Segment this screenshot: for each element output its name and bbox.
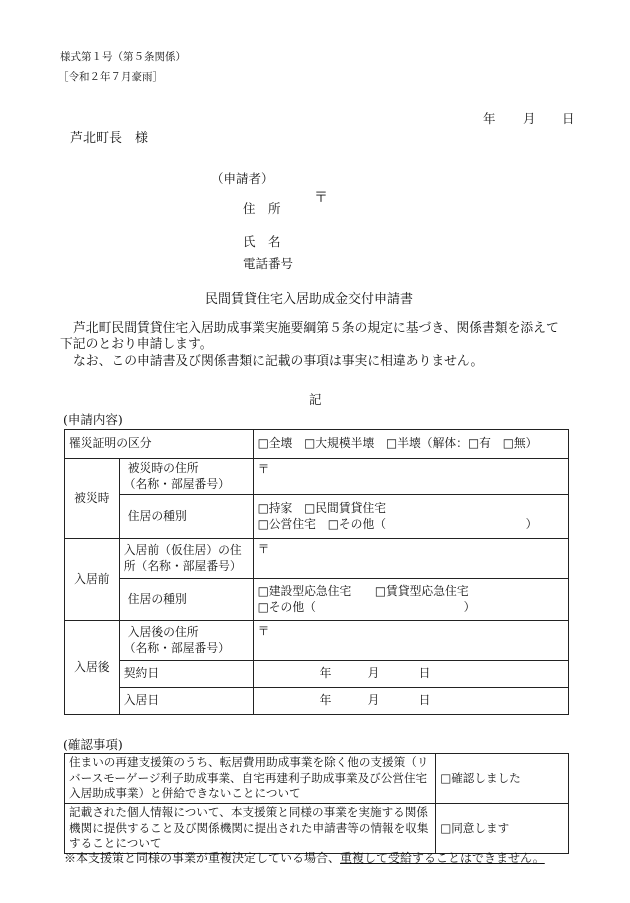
after-postal-mark: 〒 — [257, 624, 270, 638]
after-group-label: 入居後 — [65, 621, 120, 715]
contract-month-label: 月 — [367, 666, 380, 680]
disaster-address-label-line-1: 被災時の住所 — [127, 460, 199, 475]
confirm-item-2-checkbox[interactable]: □同意します — [436, 803, 569, 853]
date-day-label: 日 — [562, 111, 575, 126]
before-type-other-open[interactable]: □その他（ — [257, 599, 316, 614]
applicant-address-label: 住 所 — [243, 201, 281, 216]
revision-note: ［令和２年７月豪雨］ — [58, 71, 163, 83]
disaster-type-line-1[interactable]: □持家 □民間賃貸住宅 — [257, 500, 387, 515]
table-row — [65, 803, 569, 853]
disaster-type-other-close: ） — [525, 516, 538, 531]
after-address-input[interactable] — [253, 621, 568, 661]
footnote — [64, 851, 545, 865]
disaster-address-label-line-2: （名称・部屋番号） — [123, 476, 230, 491]
date-month-label: 月 — [523, 111, 536, 126]
body-paragraph-1-line-2: 下記のとおり申請します。 — [60, 337, 213, 352]
table-row — [65, 430, 569, 459]
ki-marker: 記 — [309, 392, 322, 407]
after-address-label-line-1: 入居後の住所 — [127, 624, 199, 639]
form-number: 様式第１号（第５条関係） — [60, 51, 186, 63]
before-address-label-line-1: 入居前（仮住居）の住 — [123, 542, 242, 557]
disaster-address-input[interactable] — [253, 459, 568, 495]
before-address-label — [119, 539, 253, 579]
cert-category-options[interactable]: □全壊 □大規模半壊 □半壊（解体：□有 □無） — [253, 430, 568, 459]
before-address-label-line-2: 所（名称・部屋番号） — [123, 558, 242, 573]
table-row — [65, 661, 569, 688]
footnote-prefix: ※本支援策と同様の事業が重複決定している場合、 — [64, 851, 341, 865]
move-in-year-label: 年 — [319, 693, 332, 707]
confirm-item-1-text: 住まいの再建支援策のうち、転居費用助成事業を除く他の支援策（リバースモーゲージ利子助成事業、自宅再建利子助成事業及び公営住宅入居助成事業）と併給できないことについて — [65, 754, 436, 804]
disaster-type-line-2[interactable] — [258, 517, 564, 533]
contract-year-label: 年 — [319, 666, 332, 680]
date-year-label: 年 — [483, 111, 496, 126]
document-title: 民間賃貸住宅入居助成金交付申請書 — [205, 292, 414, 307]
before-address-input[interactable] — [253, 539, 568, 579]
table-row — [65, 754, 569, 804]
body-paragraph-1-line-1: 芦北町民間賃貸住宅入居助成事業実施要綱第５条の規定に基づき、関係書類を添えて — [73, 321, 559, 336]
disaster-type-other-open[interactable]: □公営住宅 □その他（ — [257, 516, 387, 531]
applicant-postal-mark: 〒 — [314, 190, 328, 206]
move-in-month-label: 月 — [367, 693, 380, 707]
disaster-group-label: 被災時 — [65, 459, 120, 539]
before-type-options[interactable] — [253, 579, 568, 621]
contract-date-input[interactable] — [253, 661, 568, 688]
application-table — [64, 429, 569, 715]
confirm-item-1-checkbox[interactable]: □確認しました — [436, 754, 569, 804]
table-row — [65, 495, 569, 539]
body-paragraph-2: なお、この申請書及び関係書類に記載の事項は事実に相違ありません。 — [73, 354, 484, 369]
footnote-underlined: 重複して受給することはできません。 — [340, 851, 545, 865]
disaster-postal-mark: 〒 — [257, 462, 270, 476]
contract-date-label: 契約日 — [119, 661, 253, 688]
disaster-type-label: 住居の種別 — [119, 495, 253, 539]
before-postal-mark: 〒 — [257, 542, 270, 556]
before-type-other-close: ） — [463, 599, 476, 614]
before-group-label: 入居前 — [65, 539, 120, 621]
move-in-day-label: 日 — [418, 693, 431, 707]
section-confirmation-heading: (確認事項) — [63, 737, 123, 752]
applicant-label: （申請者） — [211, 171, 274, 186]
table-row — [65, 539, 569, 579]
confirmation-table — [64, 753, 569, 854]
after-address-label — [119, 621, 253, 661]
table-row — [65, 459, 569, 495]
before-type-line-1[interactable]: □建設型応急住宅 □賃貸型応急住宅 — [257, 583, 469, 598]
applicant-name-label: 氏 名 — [243, 234, 281, 249]
cert-category-label: 罹災証明の区分 — [65, 430, 254, 459]
contract-day-label: 日 — [418, 666, 431, 680]
table-row — [65, 621, 569, 661]
section-application-heading: (申請内容) — [63, 412, 123, 427]
disaster-type-options[interactable] — [253, 495, 568, 539]
move-in-date-input[interactable] — [253, 688, 568, 715]
before-type-line-2[interactable] — [258, 600, 564, 616]
before-type-label: 住居の種別 — [119, 579, 253, 621]
applicant-phone-label: 電話番号 — [243, 256, 294, 271]
after-address-label-line-2: （名称・部屋番号） — [123, 640, 230, 655]
disaster-address-label — [119, 459, 253, 495]
addressee: 芦北町長 様 — [70, 131, 149, 146]
confirm-item-2-text: 記載された個人情報について、本支援策と同様の事業を実施する関係機関に提供すること及び関係機関に提出された申請書等の情報を収集することについて — [65, 803, 436, 853]
table-row — [65, 579, 569, 621]
move-in-date-label: 入居日 — [119, 688, 253, 715]
table-row — [65, 688, 569, 715]
